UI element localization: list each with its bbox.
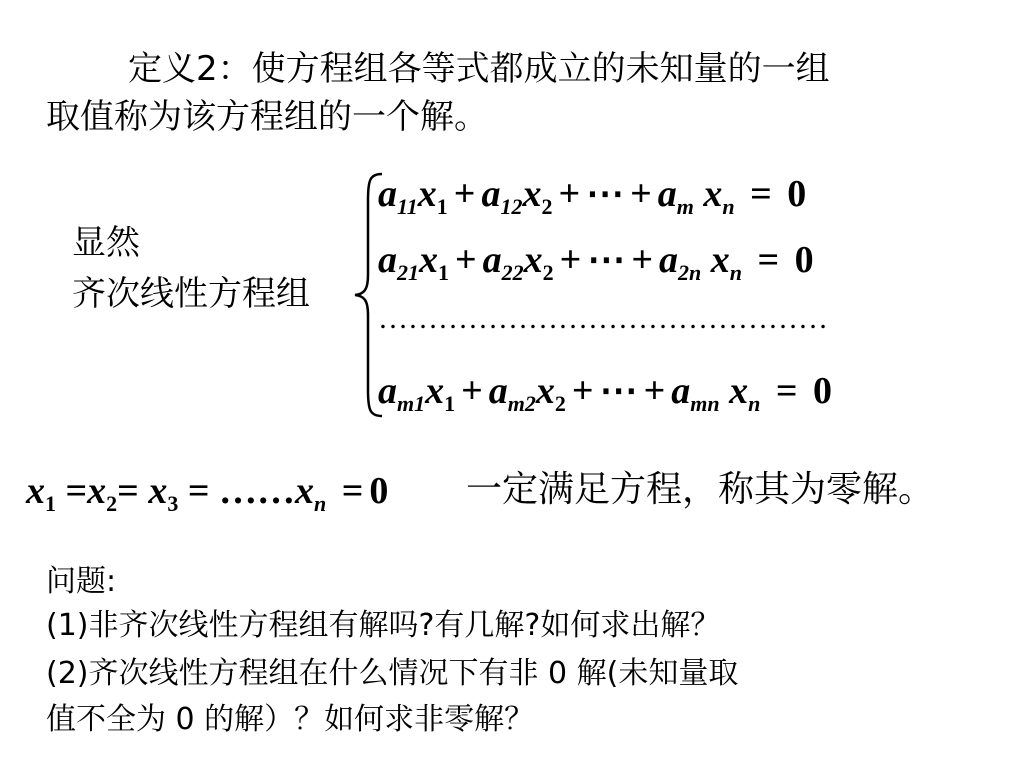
zero-solution-math: $x_1 =x_2= x_3$ = $\dots\dots x_n = 0$ xyxy=(26,470,389,516)
zero-solution-text: 一定满足方程，称其为零解。 xyxy=(466,469,935,510)
definition-line-1: 定义2：使方程组各等式都成立的未知量的一组 xyxy=(128,49,830,89)
homogeneous-system-label: 齐次线性方程组 xyxy=(72,274,310,314)
equation-m: $a_{m1}x_1 + a_{m2}x_2$ + ⋯ + $a_{mn}$ $x_n = 0$ xyxy=(378,370,832,416)
equation-dots: ……………………………………… xyxy=(378,302,828,335)
equation-1: $a_{11}x_1 + a_{12}x_2$ + ⋯ + $a_m$ $x_n = 0$ xyxy=(378,173,807,219)
question-1: (1)非齐次线性方程组有解吗?有几解?如何求出解？ xyxy=(46,608,721,643)
obviously-label: 显然 xyxy=(72,223,140,263)
definition-line-2: 取值称为该方程组的一个解。 xyxy=(46,97,488,137)
question-2-line-1: (2)齐次线性方程组在什么情况下有非 0 解(未知量取 xyxy=(46,656,739,691)
questions-title: 问题: xyxy=(46,564,117,599)
question-2-line-2: 值不全为 0 的解）？如何求非零解？ xyxy=(46,702,535,737)
equation-2: $a_{21}x_1 + a_{22}x_2$ + ⋯ + $a_{2n}$ $x_n = 0$ xyxy=(378,239,814,285)
